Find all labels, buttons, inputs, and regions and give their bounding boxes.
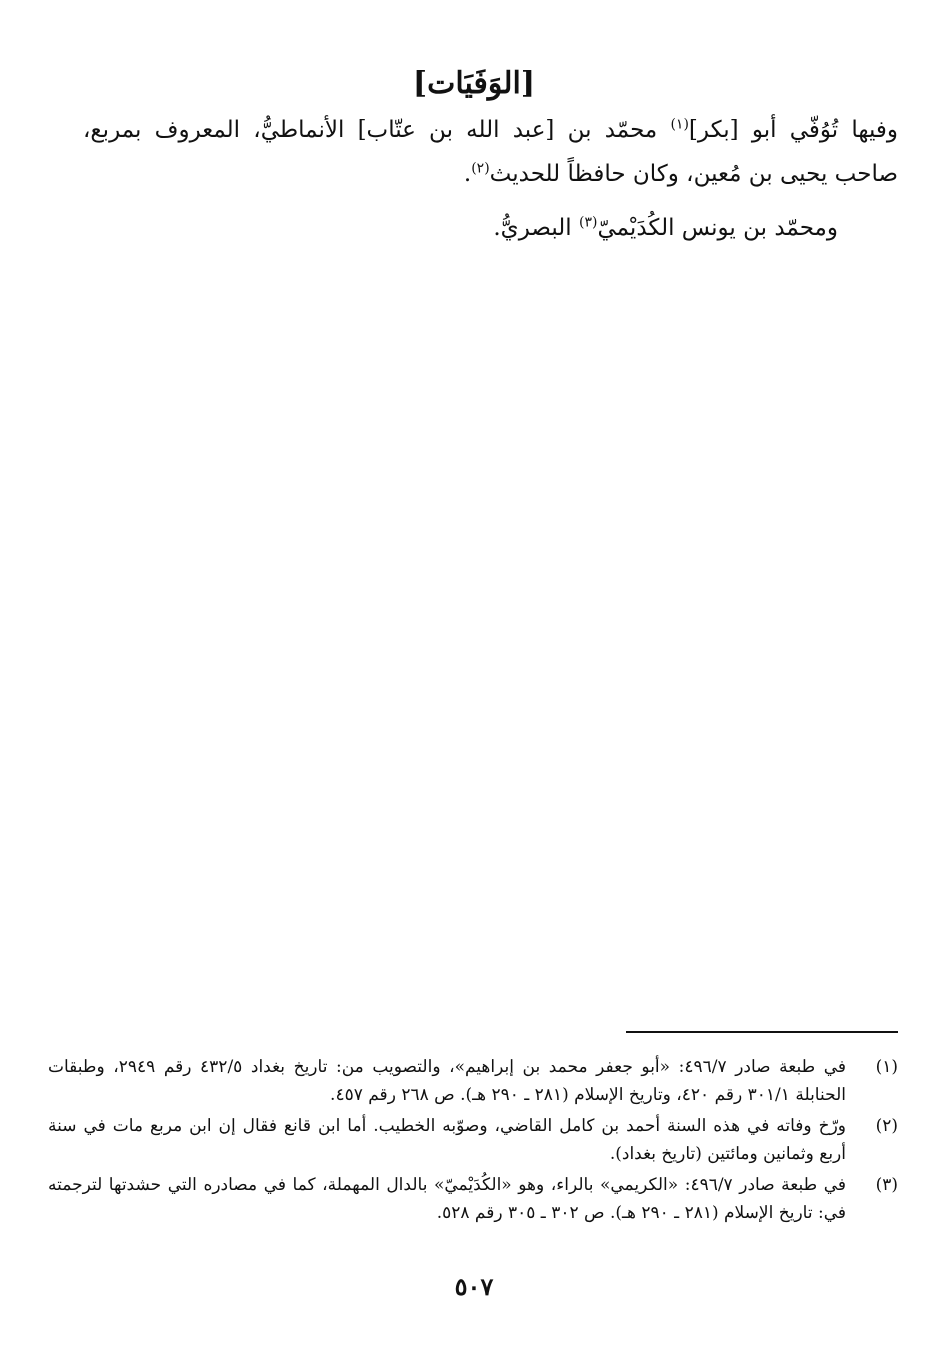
footnotes [48,1053,898,1230]
paragraph-2-text-end: البصريُّ. [493,215,579,241]
paragraph-1-text-b: محمّد بن [عبد الله بن عتّاب] الأنماطيُّ، المعروف بمربع، صاحب يحيى بن مُعين، وكان حافظاً للحديث [83,117,898,187]
footnote-ref-2: (٢) [471,160,490,177]
footnote-text: في طبعة صادر ٤٩٦/٧: «أبو جعفر محمد بن إبراهيم»، والتصويب من: تاريخ بغداد ٤٣٢/٥ رقم ٢٩٤٩، وطبقات الحنابلة ٣٠١/١ رقم ٤٢٠، وتاريخ الإسلام (٢٨١ ـ ٢٩٠ هـ). ص ٢٦٨ رقم ٤٥٧. [48,1057,846,1105]
footnote-number: (٣) [875,1175,898,1195]
footnote-ref-3: (٣) [578,214,598,231]
page-number: ٥٠٧ [454,1272,494,1301]
paragraph-1-text-end: . [463,161,472,187]
footnote-3 [48,1171,898,1227]
footnote-1 [48,1053,898,1109]
footnote-number: (١) [875,1057,898,1077]
footnote-number: (٢) [875,1116,898,1136]
footnote-divider [626,1031,898,1033]
footnote-ref-1: (١) [670,116,689,133]
paragraph-2 [83,206,898,250]
footnote-text: ورّخ وفاته في هذه السنة أحمد بن كامل القاضي، وصوّبه الخطيب. أما ابن قانع فقال إن ابن مربع مات في سنة أربع وثمانين ومائتين (تاريخ بغداد). [48,1116,846,1164]
footnote-text: في طبعة صادر ٤٩٦/٧: «الكريمي» بالراء، وهو «الكُدَيْميّ» بالدال المهملة، كما في مصادره التي حشدتها لترجمته في: تاريخ الإسلام (٢٨١ ـ ٢٩٠ هـ). ص ٣٠٢ ـ ٣٠٥ رقم ٥٢٨. [48,1175,846,1223]
paragraph-1-text-a: وفيها تُوُفّي أبو [بكر] [688,117,898,143]
section-title: [الوَفَيَات] [412,66,536,101]
footnote-2 [48,1112,898,1168]
paragraph-2-text-a: ومحمّد بن يونس الكُدَيْميّ [597,215,838,241]
paragraph-1 [83,108,898,196]
